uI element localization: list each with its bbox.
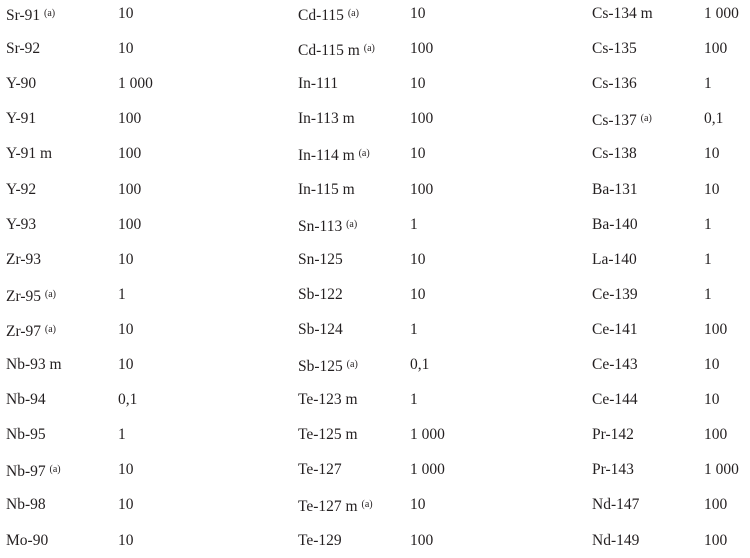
activity-value: 10 <box>704 145 720 163</box>
nuclide-name <box>592 286 638 304</box>
nuclide-name <box>6 75 36 93</box>
nuclide-name <box>298 356 358 376</box>
nuclide-name <box>592 145 637 163</box>
nuclide-label: Pr-142 <box>592 426 634 444</box>
nuclide-label: In-113 m <box>298 110 355 128</box>
activity-value: 1 000 <box>410 461 445 479</box>
nuclide-label: Y-92 <box>6 180 37 198</box>
nuclide-label: Cs-134 m <box>592 5 653 22</box>
footnote-marker: (a) <box>44 288 56 300</box>
nuclide-label: Cs-135 <box>592 40 637 58</box>
nuclide-label: Nb-94 <box>6 391 46 409</box>
nuclide-label: In-114 m <box>298 147 355 165</box>
activity-value: 10 <box>704 180 720 198</box>
nuclide-name <box>592 321 638 339</box>
nuclide-name <box>298 5 359 25</box>
nuclide-label: Nd-149 <box>592 531 640 549</box>
nuclide-name <box>298 461 342 479</box>
activity-value: 1 <box>410 215 418 233</box>
footnote-marker: (a) <box>640 113 652 125</box>
activity-value: 10 <box>118 250 134 268</box>
footnote-marker: (a) <box>346 359 358 370</box>
activity-value: 1 <box>704 285 712 303</box>
nuclide-label: Pr-143 <box>592 461 634 479</box>
nuclide-name <box>6 145 52 163</box>
nuclide-name <box>592 110 652 130</box>
nuclide-label: Sb-125 <box>298 358 343 375</box>
nuclide-label: In-115 m <box>298 180 355 198</box>
activity-value: 10 <box>410 5 426 22</box>
nuclide-label: Te-127 <box>298 461 342 479</box>
activity-value: 1 <box>410 320 418 338</box>
activity-value: 100 <box>704 496 728 514</box>
activity-value: 100 <box>410 40 434 58</box>
activity-value: 100 <box>118 110 142 128</box>
nuclide-label: Ce-143 <box>592 356 638 373</box>
activity-value: 1 <box>704 75 712 93</box>
nuclide-name <box>592 75 637 93</box>
activity-value: 1 <box>118 285 126 303</box>
nuclide-label: Ba-140 <box>592 215 638 233</box>
activity-value: 10 <box>410 145 426 163</box>
nuclide-label: Sb-122 <box>298 285 343 303</box>
nuclide-label: Zr-93 <box>6 250 41 268</box>
activity-value: 1 <box>704 250 712 268</box>
nuclide-label: Y-90 <box>6 75 37 93</box>
nuclide-label: Cs-137 <box>592 112 637 130</box>
activity-value: 100 <box>704 40 728 58</box>
nuclide-name <box>298 286 343 304</box>
nuclide-name <box>592 251 637 269</box>
activity-value: 10 <box>410 285 426 303</box>
nuclide-label: Cs-138 <box>592 145 637 163</box>
activity-value: 10 <box>118 496 134 514</box>
nuclide-name <box>6 391 46 409</box>
activity-value: 1 <box>118 426 126 444</box>
nuclide-label: Cs-136 <box>592 75 637 93</box>
nuclide-label: Zr-97 <box>6 322 41 340</box>
nuclide-name <box>298 40 375 60</box>
nuclide-label: Ce-139 <box>592 285 638 303</box>
nuclide-name <box>592 5 653 23</box>
nuclide-label: Te-125 m <box>298 426 358 444</box>
activity-value: 10 <box>118 40 134 58</box>
activity-value: 100 <box>118 180 142 198</box>
nuclide-name <box>592 461 634 479</box>
nuclide-label: Te-129 <box>298 531 342 549</box>
nuclide-name <box>6 251 41 269</box>
activity-value: 100 <box>704 320 728 338</box>
activity-value: 100 <box>118 215 142 233</box>
nuclide-name <box>298 145 370 165</box>
activity-value: 1 000 <box>118 75 153 93</box>
nuclide-label: Sr-92 <box>6 40 41 58</box>
nuclide-label: Nd-147 <box>592 496 640 514</box>
activity-value: 100 <box>704 531 728 549</box>
nuclide-label: Sn-113 <box>298 217 343 235</box>
nuclide-name <box>6 40 40 58</box>
nuclide-label: La-140 <box>592 250 637 268</box>
activity-value: 100 <box>410 110 434 128</box>
activity-value: 100 <box>704 426 728 444</box>
nuclide-name <box>6 496 46 514</box>
activity-value: 10 <box>118 320 134 338</box>
nuclide-name <box>298 75 338 93</box>
nuclide-name <box>592 181 638 199</box>
nuclide-label: Sb-124 <box>298 320 343 338</box>
activity-value: 1 000 <box>410 426 445 444</box>
activity-value: 1 <box>410 391 418 409</box>
nuclide-name <box>6 321 56 341</box>
nuclide-label: Sn-125 <box>298 250 343 268</box>
nuclide-name <box>298 391 358 409</box>
nuclide-name <box>592 426 634 444</box>
nuclide-label: Nb-95 <box>6 426 46 444</box>
nuclide-label: Y-93 <box>6 215 37 233</box>
activity-value: 10 <box>118 356 134 373</box>
nuclide-name <box>298 532 342 550</box>
nuclide-name <box>298 216 357 236</box>
activity-value: 1 000 <box>704 461 739 479</box>
footnote-marker: (a) <box>361 499 373 511</box>
nuclide-label: Y-91 m <box>6 145 53 163</box>
nuclide-name <box>298 181 355 199</box>
nuclide-label: Mo-90 <box>6 531 49 549</box>
footnote-marker: (a) <box>49 464 61 476</box>
nuclide-label: Cd-115 m <box>298 42 360 60</box>
nuclide-label: Ce-144 <box>592 391 638 409</box>
nuclide-name <box>6 426 46 444</box>
footnote-marker: (a) <box>44 8 56 19</box>
nuclide-name <box>298 426 358 444</box>
nuclide-name <box>6 5 55 25</box>
nuclide-label: Zr-95 <box>6 287 41 305</box>
activity-value: 10 <box>410 496 426 514</box>
activity-value: 10 <box>118 531 134 549</box>
footnote-marker: (a) <box>363 43 375 55</box>
nuclide-name <box>592 391 638 409</box>
nuclide-name <box>592 40 637 58</box>
nuclide-name <box>6 286 56 306</box>
nuclide-label: Cd-115 <box>298 7 344 24</box>
nuclide-name <box>592 356 638 374</box>
activity-value: 10 <box>118 5 134 22</box>
activity-value: 10 <box>410 75 426 93</box>
activity-value: 1 000 <box>704 5 739 22</box>
activity-value: 100 <box>118 145 142 163</box>
activity-value: 1 <box>704 215 712 233</box>
nuclide-name <box>6 181 36 199</box>
nuclide-label: Nb-98 <box>6 496 46 514</box>
activity-value: 100 <box>410 531 434 549</box>
nuclide-label: Nb-97 <box>6 463 46 481</box>
nuclide-name <box>6 356 62 374</box>
nuclide-name <box>6 532 48 550</box>
nuclide-label: Te-123 m <box>298 391 358 409</box>
activity-value: 0,1 <box>704 110 724 128</box>
nuclide-label: Te-127 m <box>298 498 358 516</box>
nuclide-name <box>6 216 36 234</box>
activity-value: 0,1 <box>118 391 138 409</box>
nuclide-label: Ce-141 <box>592 320 638 338</box>
footnote-marker: (a) <box>358 148 370 160</box>
footnote-marker: (a) <box>347 8 359 19</box>
nuclide-label: Sr-91 <box>6 7 41 24</box>
nuclide-label: Y-91 <box>6 110 37 128</box>
nuclide-label: Ba-131 <box>592 180 638 198</box>
nuclide-name <box>592 496 639 514</box>
nuclide-name <box>298 496 373 516</box>
nuclide-name <box>592 532 639 550</box>
activity-value: 10 <box>704 391 720 409</box>
nuclide-name <box>592 216 638 234</box>
footnote-marker: (a) <box>346 218 358 230</box>
activity-value: 10 <box>410 250 426 268</box>
nuclide-name <box>298 110 355 128</box>
activity-value: 100 <box>410 180 434 198</box>
activity-value: 0,1 <box>410 356 430 373</box>
nuclide-label: Nb-93 m <box>6 356 62 373</box>
nuclide-name <box>298 321 343 339</box>
activity-value: 10 <box>118 461 134 479</box>
nuclide-label: In-111 <box>298 75 339 93</box>
nuclide-name <box>6 110 36 128</box>
footnote-marker: (a) <box>44 323 56 335</box>
activity-value: 10 <box>704 356 720 373</box>
nuclide-name <box>6 461 61 481</box>
nuclide-name <box>298 251 343 269</box>
